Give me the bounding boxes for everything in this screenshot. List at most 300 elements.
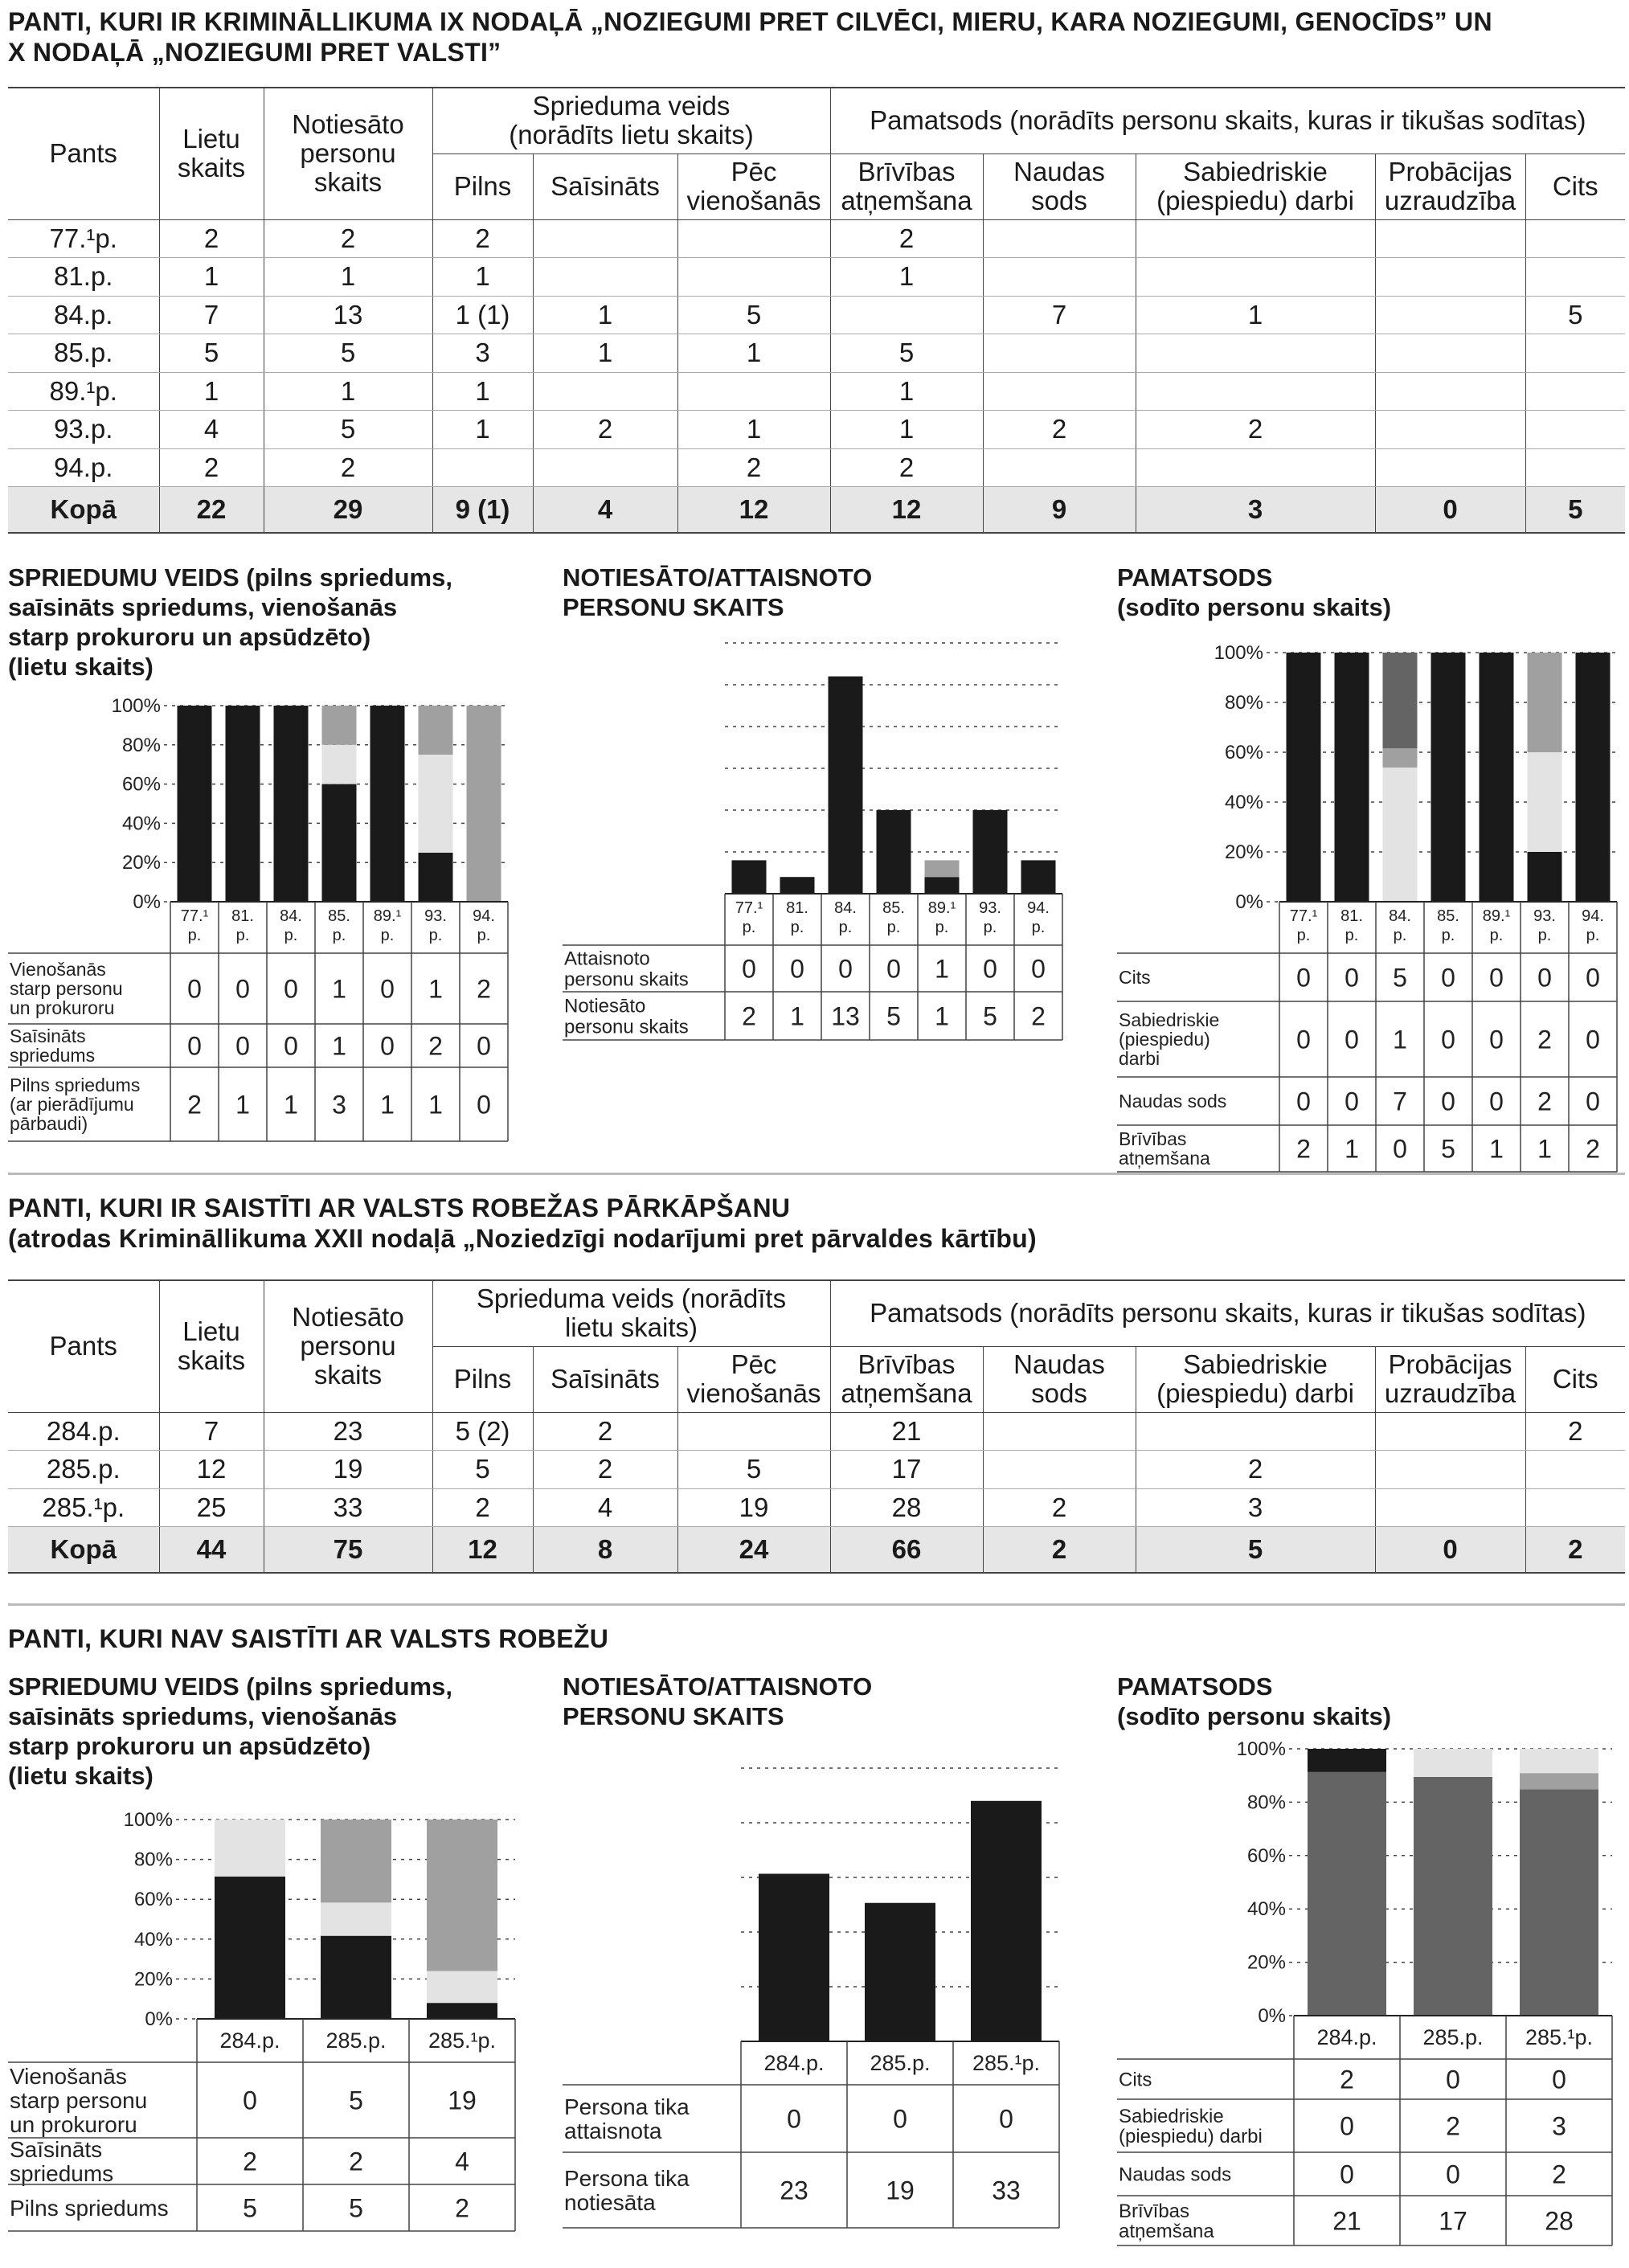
cell-saisinats: 2 <box>533 1412 677 1451</box>
total-brivibas: 66 <box>830 1527 983 1573</box>
col-saisinats: Saīsināts <box>533 154 677 219</box>
cell-naudas <box>983 372 1136 411</box>
table-value: 1 <box>935 1001 949 1031</box>
section1-title-line2: X NODAĻĀ „NOZIEGUMI PRET VALSTI” <box>8 38 501 67</box>
category-label: p. <box>838 919 853 936</box>
table-value: 2 <box>1537 1087 1552 1116</box>
cell-notiesato: 33 <box>264 1488 432 1527</box>
row-label: (piespiedu) darbi <box>1119 2125 1263 2147</box>
col-sabiedriskie-darbi: Sabiedriskie (piespiedu) darbi <box>1136 1346 1375 1412</box>
cell-pants: 84.p. <box>8 296 159 334</box>
cell-sabiedriskie <box>1136 1412 1375 1451</box>
row-label: Persona tika <box>564 2165 690 2191</box>
table-value: 2 <box>742 1001 756 1031</box>
col-brivibas-atnemsana: Brīvības atņemšana <box>830 154 983 219</box>
category-label: 285.¹p. <box>972 2051 1041 2075</box>
table-section2 <box>8 1279 1625 1574</box>
table-value: 5 <box>983 1001 997 1031</box>
total-pilns: 12 <box>432 1527 533 1573</box>
table-value: 0 <box>187 974 202 1004</box>
cell-lietu: 25 <box>159 1488 264 1527</box>
category-label: 94. <box>473 907 495 925</box>
table-value: 0 <box>742 954 756 984</box>
total-lietu: 22 <box>159 487 264 533</box>
cell-notiesato: 2 <box>264 219 432 258</box>
category-label: 85. <box>328 907 350 925</box>
table-value: 1 <box>1537 1134 1552 1164</box>
category-label: p. <box>1489 927 1504 944</box>
cell-brivibas <box>830 296 983 334</box>
y-tick-label: 0% <box>133 891 161 913</box>
bar-segment-3 <box>419 706 453 755</box>
table-value: 0 <box>1340 2160 1354 2189</box>
col-saisinats: Saīsināts <box>533 1346 677 1412</box>
table-value: 2 <box>1446 2111 1460 2141</box>
row-label: spriedums <box>10 1045 96 1066</box>
cell-cits <box>1525 448 1625 487</box>
row-label: notiesāta <box>564 2189 656 2215</box>
table-value: 23 <box>780 2176 808 2205</box>
table-value: 0 <box>1296 1025 1311 1054</box>
row-label: un prokuroru <box>10 2111 137 2137</box>
y-tick-label: 0% <box>145 2008 173 2030</box>
bar-segment-1 <box>419 853 453 902</box>
category-label: 285.p. <box>870 2051 931 2075</box>
col-pilns: Pilns <box>432 1346 533 1412</box>
y-tick-label: 60% <box>121 773 161 796</box>
table-value: 1 <box>1393 1025 1407 1054</box>
cell-pilns: 5 (2) <box>432 1412 533 1451</box>
cell-cits <box>1525 219 1625 258</box>
bar-segment-1 <box>732 860 767 894</box>
total-pec: 24 <box>677 1527 830 1573</box>
category-label: 84. <box>834 899 857 917</box>
bar-segment-1 <box>1576 653 1611 902</box>
category-label: 93. <box>979 899 1001 917</box>
row-label: spriedums <box>10 2160 114 2186</box>
table-value: 2 <box>1031 1001 1046 1031</box>
category-label: 81. <box>231 907 254 925</box>
table-row <box>8 219 1625 258</box>
bar-segment-3 <box>1520 1749 1598 1773</box>
category-label: 81. <box>1340 907 1363 925</box>
bar-segment-1 <box>925 877 960 894</box>
col-pants: Pants <box>8 1280 159 1412</box>
category-label: 85. <box>1437 907 1459 925</box>
cell-sabiedriskie <box>1136 448 1375 487</box>
category-label: p. <box>1031 919 1046 936</box>
row-label: Vienošanās <box>10 2063 127 2089</box>
table-value: 2 <box>187 1090 202 1120</box>
cell-probacijas <box>1375 1451 1525 1489</box>
col-lietu-skaits: Lietu skaits <box>159 88 264 219</box>
total-saisinats: 8 <box>533 1527 677 1573</box>
bar-segment-1 <box>829 677 863 894</box>
table-value: 2 <box>477 974 491 1004</box>
cell-cits: 2 <box>1525 1412 1625 1451</box>
table-value: 0 <box>838 954 853 984</box>
col-notiesato-skaits: Notiesāto personu skaits <box>264 88 432 219</box>
table-value: 1 <box>935 954 949 984</box>
bar-segment-3 <box>427 1820 497 1971</box>
row-label: pārbaudi) <box>10 1113 88 1135</box>
table-row <box>8 296 1625 334</box>
cell-sabiedriskie: 3 <box>1136 1488 1375 1527</box>
cell-notiesato: 1 <box>264 372 432 411</box>
category-label: p. <box>1345 927 1359 944</box>
cell-lietu: 5 <box>159 334 264 373</box>
category-label: 89.¹ <box>927 899 956 917</box>
total-brivibas: 12 <box>830 487 983 533</box>
cell-notiesato: 13 <box>264 296 432 334</box>
row-label: (ar pierādījumu <box>10 1094 134 1116</box>
cell-brivibas: 1 <box>830 258 983 297</box>
cell-probacijas <box>1375 258 1525 297</box>
bar-segment-1 <box>322 784 357 902</box>
table-value: 5 <box>886 1001 901 1031</box>
row-label: attaisnota <box>564 2118 662 2143</box>
table-value: 1 <box>284 1090 298 1120</box>
table-value: 0 <box>1441 1087 1455 1116</box>
category-label: 77.¹ <box>180 907 209 925</box>
table-value: 5 <box>1393 963 1407 993</box>
chart1-title: SPRIEDUMU VEIDS (pilns spriedums, saīsināts spriedums, vienošanās starp prokuroru un apsūdzēto) (lietu skaits) <box>8 563 452 681</box>
table-value: 2 <box>428 1031 443 1061</box>
row-label: personu skaits <box>564 968 689 991</box>
cell-lietu: 2 <box>159 219 264 258</box>
table-value: 0 <box>1537 963 1552 993</box>
cell-pilns: 1 <box>432 372 533 411</box>
table-value: 0 <box>1446 2065 1460 2094</box>
category-label: 84. <box>1389 907 1411 925</box>
total-probacijas: 0 <box>1375 1527 1525 1573</box>
cell-pec <box>677 1412 830 1451</box>
table-value: 0 <box>787 2104 801 2134</box>
total-pants: Kopā <box>8 487 159 533</box>
table-value: 2 <box>1586 1134 1600 1164</box>
total-sabiedriskie: 5 <box>1136 1527 1375 1573</box>
row-label: Saīsināts <box>10 2136 103 2162</box>
bar-segment-2 <box>925 860 960 877</box>
cell-cits <box>1525 411 1625 449</box>
cell-pants: 285.p. <box>8 1451 159 1489</box>
cell-cits: 5 <box>1525 296 1625 334</box>
cell-naudas: 7 <box>983 296 1136 334</box>
row-label: darbi <box>1119 1048 1160 1070</box>
cell-pec: 1 <box>677 411 830 449</box>
cell-cits <box>1525 258 1625 297</box>
section-divider <box>8 1603 1625 1606</box>
total-pants: Kopā <box>8 1527 159 1573</box>
cell-brivibas: 2 <box>830 448 983 487</box>
row-label: un prokuroru <box>10 997 115 1019</box>
cell-lietu: 1 <box>159 372 264 411</box>
table-row <box>8 1451 1625 1489</box>
cell-pants: 93.p. <box>8 411 159 449</box>
bar-segment-1 <box>973 810 1008 894</box>
category-label: p. <box>983 919 997 936</box>
col-sabiedriskie-darbi: Sabiedriskie (piespiedu) darbi <box>1136 154 1375 219</box>
bar-segment-1 <box>1480 653 1514 902</box>
cell-pec <box>677 258 830 297</box>
cell-sabiedriskie <box>1136 219 1375 258</box>
table-value: 5 <box>349 2193 363 2223</box>
y-tick-label: 80% <box>133 1848 173 1871</box>
bar-segment-4 <box>1383 653 1418 748</box>
table-value: 3 <box>332 1090 346 1120</box>
table-row <box>8 411 1625 449</box>
cell-lietu: 1 <box>159 258 264 297</box>
table-value: 4 <box>455 2147 469 2176</box>
chart-pamatsods-1 <box>1109 635 1627 1169</box>
cell-probacijas <box>1375 1488 1525 1527</box>
chart2-title: NOTIESĀTO/ATTAISNOTO PERSONU SKAITS <box>563 563 873 621</box>
col-cits: Cits <box>1525 1346 1625 1412</box>
cell-pilns: 2 <box>432 1488 533 1527</box>
y-tick-label: 60% <box>1224 742 1263 764</box>
cell-pilns: 2 <box>432 219 533 258</box>
cell-notiesato: 2 <box>264 448 432 487</box>
table-row <box>8 258 1625 297</box>
row-label: Sabiedriskie <box>1119 1009 1220 1031</box>
cell-cits <box>1525 1451 1625 1489</box>
row-label: Brīvības <box>1119 1128 1187 1150</box>
category-label: 284.p. <box>219 2029 280 2053</box>
col-brivibas-atnemsana: Brīvības atņemšana <box>830 1346 983 1412</box>
cell-probacijas <box>1375 411 1525 449</box>
table-value: 0 <box>1586 1087 1600 1116</box>
cell-pilns: 1 <box>432 258 533 297</box>
category-label: 93. <box>1533 907 1556 925</box>
chart-pamatsods-2 <box>1109 1736 1627 2266</box>
cell-pec: 19 <box>677 1488 830 1527</box>
cell-brivibas: 28 <box>830 1488 983 1527</box>
cell-cits <box>1525 372 1625 411</box>
category-label: 285.p. <box>325 2029 387 2053</box>
row-label: personu skaits <box>564 1016 689 1038</box>
table-value: 0 <box>235 1031 250 1061</box>
table-value: 19 <box>886 2176 915 2205</box>
cell-naudas <box>983 334 1136 373</box>
row-label: starp personu <box>10 2087 148 2113</box>
table-value: 2 <box>243 2147 257 2176</box>
table-value: 0 <box>1489 1025 1504 1054</box>
total-naudas: 9 <box>983 487 1136 533</box>
table-value: 5 <box>243 2193 257 2223</box>
row-label: Naudas sods <box>1119 2164 1232 2186</box>
category-label: 93. <box>424 907 447 925</box>
category-label: 285.¹p. <box>1525 2025 1594 2049</box>
y-tick-label: 100% <box>123 1809 173 1831</box>
row-label: Cits <box>1119 2069 1152 2091</box>
section2-title-line1: PANTI, KURI IR SAISTĪTI AR VALSTS ROBEŽAS PĀRKĀPŠANU <box>8 1193 791 1222</box>
total-lietu: 44 <box>159 1527 264 1573</box>
bar-segment-2 <box>321 1902 391 1935</box>
category-label: 89.¹ <box>373 907 402 925</box>
bar-segment-3 <box>467 706 501 902</box>
table-value: 0 <box>1345 963 1359 993</box>
y-tick-label: 40% <box>133 1928 173 1951</box>
total-naudas: 2 <box>983 1527 1136 1573</box>
bar-segment-1 <box>215 1877 285 2019</box>
category-label: p. <box>235 927 250 944</box>
table-value: 0 <box>999 2104 1013 2134</box>
row-label: Pilns spriedums <box>10 1075 141 1096</box>
bar-segment-3 <box>322 706 357 745</box>
cell-saisinats: 2 <box>533 411 677 449</box>
y-tick-label: 100% <box>111 695 161 717</box>
cell-pilns: 3 <box>432 334 533 373</box>
section2-title <box>8 1193 1037 1254</box>
cell-naudas <box>983 448 1136 487</box>
chart-notiesato-attaisnoto-1 <box>555 635 1077 1061</box>
bar-segment-3 <box>1528 653 1562 752</box>
col-lietu-skaits: Lietu skaits <box>159 1280 264 1412</box>
cell-pec: 1 <box>677 334 830 373</box>
bar-segment-1 <box>1528 852 1562 902</box>
chart3-title: PAMATSODS (sodīto personu skaits) <box>1117 563 1392 621</box>
cell-saisinats <box>533 372 677 411</box>
row-label: Saīsināts <box>10 1026 86 1047</box>
y-tick-label: 100% <box>1214 642 1263 664</box>
cell-brivibas: 21 <box>830 1412 983 1451</box>
table-value: 0 <box>1441 1025 1455 1054</box>
bar-segment-2 <box>1528 752 1562 852</box>
cell-naudas <box>983 1451 1136 1489</box>
bar-segment-1 <box>178 706 212 902</box>
cell-saisinats <box>533 448 677 487</box>
category-label: p. <box>935 919 949 936</box>
table-value: 0 <box>790 954 804 984</box>
category-label: 89.¹ <box>1482 907 1511 925</box>
cell-lietu: 12 <box>159 1451 264 1489</box>
col-pamatsods: Pamatsods (norādīts personu skaits, kuras ir tikušas sodītas) <box>830 1280 1625 1346</box>
section2-title-line2: (atrodas Krimināllikuma XXII nodaļā „Noziedzīgi nodarījumi pret pārvaldes kārtību) <box>8 1224 1037 1253</box>
cell-lietu: 7 <box>159 296 264 334</box>
table-value: 7 <box>1393 1087 1407 1116</box>
row-label: Vienošanās <box>10 959 106 980</box>
y-tick-label: 0% <box>1258 2005 1286 2027</box>
table-value: 0 <box>1345 1025 1359 1054</box>
table-row <box>8 372 1625 411</box>
row-label: Attaisnoto <box>564 948 650 970</box>
table-value: 0 <box>1296 963 1311 993</box>
cell-saisinats: 1 <box>533 334 677 373</box>
bar-segment-1 <box>1431 653 1466 902</box>
row-label: atņemšana <box>1119 2220 1214 2242</box>
table-value: 0 <box>1552 2065 1566 2094</box>
cell-probacijas <box>1375 448 1525 487</box>
table-value: 13 <box>831 1001 860 1031</box>
cell-pilns: 1 (1) <box>432 296 533 334</box>
y-tick-label: 80% <box>121 734 161 756</box>
chart-sprieduma-veids-2 <box>0 1800 538 2258</box>
row-label: Sabiedriskie <box>1119 2105 1224 2127</box>
cell-lietu: 7 <box>159 1412 264 1451</box>
col-pec-vienosanas: Pēc vienošanās <box>677 154 830 219</box>
cell-cits <box>1525 1488 1625 1527</box>
bar-segment-4 <box>1308 1749 1386 1772</box>
row-label: atņemšana <box>1119 1148 1210 1169</box>
cell-naudas <box>983 1412 1136 1451</box>
category-label: p. <box>477 927 491 944</box>
cell-pilns: 1 <box>432 411 533 449</box>
table-value: 2 <box>1340 2065 1354 2094</box>
table-value: 1 <box>332 974 346 1004</box>
y-tick-label: 60% <box>1246 1844 1286 1867</box>
cell-probacijas <box>1375 296 1525 334</box>
cell-brivibas: 1 <box>830 372 983 411</box>
bar-segment-3 <box>321 1820 391 1902</box>
table-value: 1 <box>1345 1134 1359 1164</box>
table-value: 5 <box>349 2086 363 2115</box>
table-value: 5 <box>1441 1134 1455 1164</box>
y-tick-label: 80% <box>1246 1791 1286 1814</box>
cell-naudas <box>983 219 1136 258</box>
bar-segment-1 <box>971 1801 1042 2041</box>
category-label: p. <box>428 927 443 944</box>
chart-sprieduma-veids-1 <box>0 691 538 1141</box>
table-value: 0 <box>1441 963 1455 993</box>
cell-probacijas <box>1375 372 1525 411</box>
cell-brivibas: 17 <box>830 1451 983 1489</box>
category-label: p. <box>790 919 804 936</box>
row-label: Persona tika <box>564 2094 690 2119</box>
chart-notiesato-attaisnoto-2 <box>555 1744 1077 2215</box>
category-label: p. <box>380 927 395 944</box>
row-label: Cits <box>1119 967 1151 989</box>
cell-pants: 89.¹p. <box>8 372 159 411</box>
bar-segment-1 <box>1335 653 1369 902</box>
cell-brivibas: 2 <box>830 219 983 258</box>
cell-notiesato: 19 <box>264 1451 432 1489</box>
bar-segment-1 <box>427 2003 497 2019</box>
cell-sabiedriskie <box>1136 258 1375 297</box>
total-notiesato: 29 <box>264 487 432 533</box>
cell-naudas <box>983 258 1136 297</box>
category-label: 94. <box>1027 899 1050 917</box>
table-value: 0 <box>1296 1087 1311 1116</box>
col-pec-vienosanas: Pēc vienošanās <box>677 1346 830 1412</box>
row-label: Brīvības <box>1119 2200 1190 2222</box>
table-total-row <box>8 1527 1625 1573</box>
category-label: 84. <box>280 907 302 925</box>
col-sprieduma-veids: Sprieduma veids (norādīts lietu skaits) <box>432 1280 830 1346</box>
bar-segment-2 <box>1520 1773 1598 1789</box>
bar-segment-1 <box>865 1903 935 2041</box>
row-label: starp personu <box>10 978 123 1000</box>
table-value: 0 <box>1031 954 1046 984</box>
category-label: 77.¹ <box>735 899 763 917</box>
chart5-title: NOTIESĀTO/ATTAISNOTO PERSONU SKAITS <box>563 1672 873 1730</box>
table-value: 1 <box>1489 1134 1504 1164</box>
col-pilns: Pilns <box>432 154 533 219</box>
bar-segment-1 <box>226 706 260 902</box>
table-value: 0 <box>1340 2111 1354 2141</box>
table-value: 2 <box>1537 1025 1552 1054</box>
table-value: 0 <box>1586 963 1600 993</box>
col-notiesato-skaits: Notiesāto personu skaits <box>264 1280 432 1412</box>
category-label: 285.p. <box>1422 2025 1484 2049</box>
cell-naudas: 2 <box>983 1488 1136 1527</box>
section3-title: PANTI, KURI NAV SAISTĪTI AR VALSTS ROBEŽU <box>8 1624 609 1653</box>
category-label: p. <box>1296 927 1311 944</box>
table-value: 0 <box>983 954 997 984</box>
bar-segment-2 <box>215 1820 285 1877</box>
table-value: 0 <box>187 1031 202 1061</box>
table-value: 0 <box>243 2086 257 2115</box>
y-tick-label: 0% <box>1235 891 1263 913</box>
